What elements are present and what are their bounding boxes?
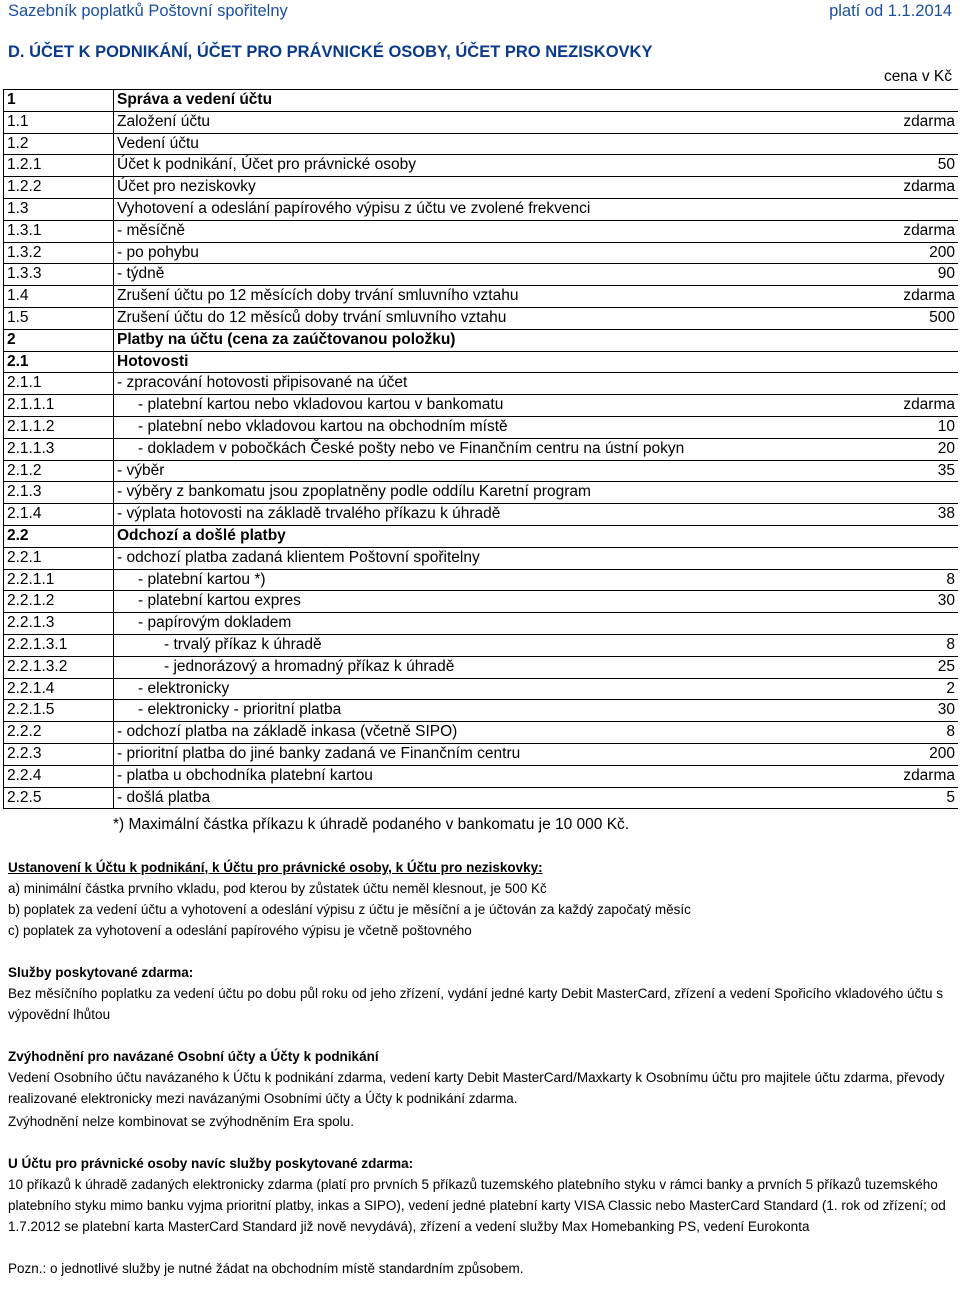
table-row	[4, 373, 959, 395]
row-price	[832, 351, 958, 373]
table-row	[4, 133, 959, 155]
row-code: 1.3.1	[4, 220, 114, 242]
table-row	[4, 743, 959, 765]
notes-section	[8, 857, 948, 1279]
price-unit-label: cena v Kč	[883, 68, 952, 85]
free-services-text: Bez měsíčního poplatku za vedení účtu po dobu půl roku od jeho zřízení, vydání jedné karty Debit MasterCard, zřízení a vedení Spořicího vkladového účtu s výpovědní lhůtou	[8, 986, 944, 1022]
row-description: Vyhotovení a odeslání papírového výpisu z účtu ve zvolené frekvenci	[114, 198, 833, 220]
table-row	[4, 220, 959, 242]
row-price: 30	[832, 700, 958, 722]
row-description: Založení účtu	[114, 111, 833, 133]
row-code: 2.2.1.3.1	[4, 634, 114, 656]
row-description: - platební kartou nebo vkladovou kartou v bankomatu	[114, 395, 833, 417]
row-code: 2.2.1	[4, 547, 114, 569]
row-description: - jednorázový a hromadný příkaz k úhradě	[114, 656, 833, 678]
row-price: 38	[832, 504, 958, 526]
row-price: 5	[832, 787, 958, 809]
spacer	[8, 1025, 948, 1046]
table-row	[4, 329, 959, 351]
row-code: 2.2.1.2	[4, 591, 114, 613]
row-code: 1.5	[4, 307, 114, 329]
row-description: - dokladem v pobočkách České pošty nebo ve Finančním centru na ústní pokyn	[114, 438, 833, 460]
row-price: 90	[832, 264, 958, 286]
spacer	[8, 941, 948, 962]
table-row	[4, 155, 959, 177]
table-row	[4, 395, 959, 417]
row-code: 1.2	[4, 133, 114, 155]
row-code: 2.2.1.3	[4, 613, 114, 635]
row-price: 25	[832, 656, 958, 678]
row-price: zdarma	[832, 177, 958, 199]
row-description: - měsíčně	[114, 220, 833, 242]
table-row	[4, 264, 959, 286]
table-row	[4, 525, 959, 547]
ustanoveni-heading: Ustanovení k Účtu k podnikání, k Účtu pro právnické osoby, k Účtu pro neziskovky:	[8, 860, 543, 875]
table-row	[4, 613, 959, 635]
row-price: 8	[832, 569, 958, 591]
table-row	[4, 482, 959, 504]
row-code: 2.2.1.3.2	[4, 656, 114, 678]
row-description: - elektronicky - prioritní platba	[114, 700, 833, 722]
row-description: Zrušení účtu po 12 měsících doby trvání smluvního vztahu	[114, 286, 833, 308]
linked-accounts-text: Vedení Osobního účtu navázaného k Účtu k podnikání zdarma, vedení karty Debit MasterCard/Maxkarty k Osobnímu účtu pro majitele účtu zdarma, převody realizované elektronicky mezi navázanými Osobními účty a Účty k podnikání zdarma.	[8, 1070, 945, 1106]
linked-accounts-era-note: Zvýhodnění nelze kombinovat se zvýhodněním Era spolu.	[8, 1114, 354, 1129]
table-row	[4, 765, 959, 787]
fee-table	[3, 89, 958, 809]
row-description: Účet pro neziskovky	[114, 177, 833, 199]
row-description: Zrušení účtu do 12 měsíců doby trvání smluvního vztahu	[114, 307, 833, 329]
ustanoveni-item-c: c) poplatek za vyhotovení a odeslání papírového výpisu je včetně poštovného	[8, 923, 472, 938]
row-code: 2.1.1.1	[4, 395, 114, 417]
document-title: Sazebník poplatků Poštovní spořitelny	[8, 2, 288, 20]
row-description: - platební nebo vkladovou kartou na obchodním místě	[114, 416, 833, 438]
row-description: Účet k podnikání, Účet pro právnické osoby	[114, 155, 833, 177]
row-description: - došlá platba	[114, 787, 833, 809]
row-description: - výběr	[114, 460, 833, 482]
table-row	[4, 700, 959, 722]
row-code: 2.1	[4, 351, 114, 373]
row-description: - papírovým dokladem	[114, 613, 833, 635]
row-description: - platba u obchodníka platební kartou	[114, 765, 833, 787]
row-price: 20	[832, 438, 958, 460]
row-code: 2.2.3	[4, 743, 114, 765]
row-description: - elektronicky	[114, 678, 833, 700]
row-price	[832, 613, 958, 635]
row-price: zdarma	[832, 765, 958, 787]
table-row	[4, 678, 959, 700]
table-row	[4, 416, 959, 438]
row-description: - platební kartou *)	[114, 569, 833, 591]
table-row	[4, 547, 959, 569]
table-row	[4, 569, 959, 591]
row-price: zdarma	[832, 220, 958, 242]
row-price: zdarma	[832, 111, 958, 133]
row-code: 2.2.1.4	[4, 678, 114, 700]
row-description: Vedení účtu	[114, 133, 833, 155]
row-code: 1.2.2	[4, 177, 114, 199]
row-code: 2.2.4	[4, 765, 114, 787]
row-price: 2	[832, 678, 958, 700]
row-description: Správa a vedení účtu	[114, 90, 833, 112]
row-description: - týdně	[114, 264, 833, 286]
row-price: 8	[832, 634, 958, 656]
row-price: zdarma	[832, 286, 958, 308]
page-header	[8, 2, 952, 24]
row-code: 2.2.2	[4, 722, 114, 744]
row-code: 1.4	[4, 286, 114, 308]
row-code: 1.1	[4, 111, 114, 133]
row-description: Platby na účtu (cena za zaúčtovanou položku)	[114, 329, 833, 351]
row-code: 2.1.1	[4, 373, 114, 395]
table-row	[4, 198, 959, 220]
linked-accounts-heading: Zvýhodnění pro navázané Osobní účty a Účty k podnikání	[8, 1049, 379, 1064]
row-code: 2.1.1.2	[4, 416, 114, 438]
row-code: 1.2.1	[4, 155, 114, 177]
free-services-heading: Služby poskytované zdarma:	[8, 965, 194, 980]
table-row	[4, 504, 959, 526]
table-row	[4, 634, 959, 656]
footnote-note: Pozn.: o jednotlivé služby je nutné žádat na obchodním místě standardním způsobem.	[8, 1261, 524, 1276]
row-description: - výplata hotovosti na základě trvalého příkazu k úhradě	[114, 504, 833, 526]
row-code: 2.2.5	[4, 787, 114, 809]
row-code: 1	[4, 90, 114, 112]
row-price: 200	[832, 242, 958, 264]
section-title: D. ÚČET K PODNIKÁNÍ, ÚČET PRO PRÁVNICKÉ OSOBY, ÚČET PRO NEZISKOVKY	[8, 43, 653, 61]
ustanoveni-item-a: a) minimální částka prvního vkladu, pod kterou by zůstatek účtu neměl klesnout, je 500 Kč	[8, 881, 547, 896]
row-price	[832, 373, 958, 395]
row-description: - zpracování hotovosti připisované na účet	[114, 373, 833, 395]
row-price	[832, 329, 958, 351]
table-row	[4, 722, 959, 744]
row-price	[832, 90, 958, 112]
row-description: - výběry z bankomatu jsou zpoplatněny podle oddílu Karetní program	[114, 482, 833, 504]
table-footnote: *) Maximální částka příkazu k úhradě podaného v bankomatu je 10 000 Kč.	[113, 816, 630, 833]
row-description: - odchozí platba na základě inkasa (včetně SIPO)	[114, 722, 833, 744]
valid-from-date: platí od 1.1.2014	[829, 2, 952, 20]
row-description: - po pohybu	[114, 242, 833, 264]
row-price: zdarma	[832, 395, 958, 417]
table-row	[4, 787, 959, 809]
row-price: 35	[832, 460, 958, 482]
row-code: 2.1.1.3	[4, 438, 114, 460]
spacer	[8, 1132, 948, 1153]
row-price	[832, 198, 958, 220]
row-description: - odchozí platba zadaná klientem Poštovní spořitelny	[114, 547, 833, 569]
row-code: 1.3.3	[4, 264, 114, 286]
table-row	[4, 656, 959, 678]
row-price	[832, 133, 958, 155]
row-code: 2	[4, 329, 114, 351]
row-description: - platební kartou expres	[114, 591, 833, 613]
row-code: 2.2.1.1	[4, 569, 114, 591]
row-description: - trvalý příkaz k úhradě	[114, 634, 833, 656]
table-row	[4, 286, 959, 308]
row-code: 2.1.4	[4, 504, 114, 526]
table-row	[4, 307, 959, 329]
legal-entity-text: 10 příkazů k úhradě zadaných elektronicky zdarma (platí pro prvních 5 příkazů tuzemského platebního styku v rámci banky a prvních 5 příkazů tuzemského platebního styku mimo banku vyjma prioritní platby, inkas a SIPO), vedení jedné platební karty VISA Classic nebo MasterCard Standard (1. rok od zřízení; od 1.7.2012 se platební karta MasterCard Standard již nově nevydává), zřízení a vedení služby Max Homebanking PS, vedení Eurokonta	[8, 1177, 946, 1234]
row-code: 2.2	[4, 525, 114, 547]
row-price: 8	[832, 722, 958, 744]
row-price	[832, 525, 958, 547]
table-row	[4, 438, 959, 460]
table-row	[4, 460, 959, 482]
ustanoveni-item-b: b) poplatek za vedení účtu a vyhotovení a odeslání výpisu z účtu je měsíční a je účtován za každý započatý měsíc	[8, 902, 691, 917]
table-row	[4, 90, 959, 112]
row-price: 30	[832, 591, 958, 613]
spacer	[8, 1237, 948, 1258]
row-description: - prioritní platba do jiné banky zadaná ve Finančním centru	[114, 743, 833, 765]
table-row	[4, 111, 959, 133]
row-description: Hotovosti	[114, 351, 833, 373]
row-price: 10	[832, 416, 958, 438]
row-code: 1.3	[4, 198, 114, 220]
row-price: 500	[832, 307, 958, 329]
table-row	[4, 242, 959, 264]
table-row	[4, 591, 959, 613]
legal-entity-heading: U Účtu pro právnické osoby navíc služby poskytované zdarma:	[8, 1156, 414, 1171]
row-description: Odchozí a došlé platby	[114, 525, 833, 547]
table-row	[4, 351, 959, 373]
row-code: 2.1.2	[4, 460, 114, 482]
row-code: 1.3.2	[4, 242, 114, 264]
row-code: 2.1.3	[4, 482, 114, 504]
row-price: 200	[832, 743, 958, 765]
row-price	[832, 547, 958, 569]
table-row	[4, 177, 959, 199]
row-price: 50	[832, 155, 958, 177]
row-price	[832, 482, 958, 504]
row-code: 2.2.1.5	[4, 700, 114, 722]
